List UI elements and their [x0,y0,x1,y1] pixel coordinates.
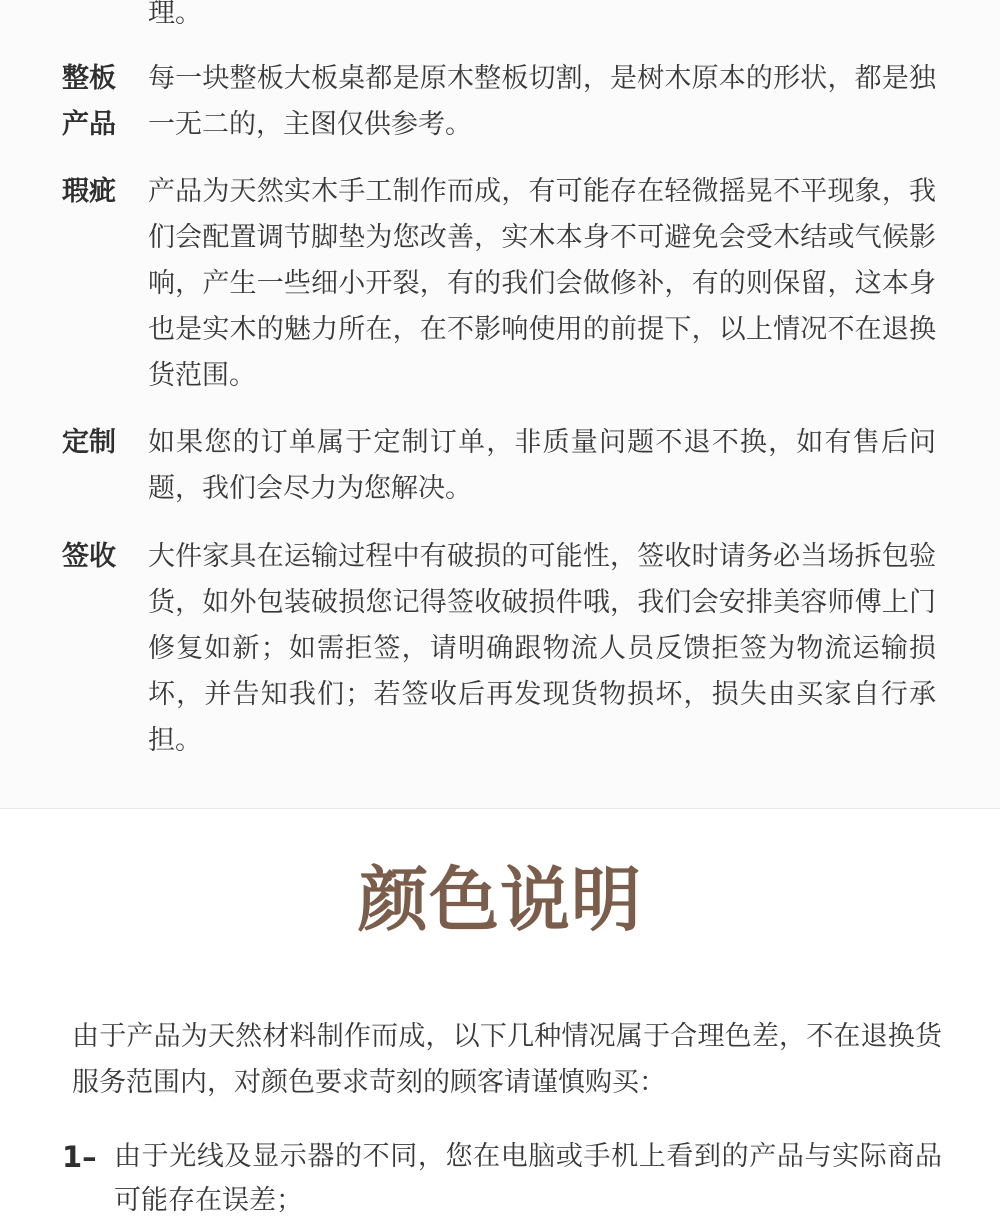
color-note-text: 由于光线及显示器的不同，您在电脑或手机上看到的产品与实际商品可能存在误差； [114,1141,942,1216]
policy-label-custom-order: 定制 [62,427,116,458]
color-note-item [62,1135,942,1223]
policy-label-defects: 瑕疵 [62,176,116,207]
policy-custom-order [62,420,942,512]
policy-defects [62,169,942,399]
policy-solid-slab [62,56,942,148]
policy-label-solid-slab: 整板 产品 [62,63,116,140]
color-section-intro: 由于产品为天然材料制作而成，以下几种情况属于合理色差，不在退换货服务范围内，对颜色要求苛刻的顾客请谨慎购买： [72,1021,942,1098]
color-note-number: 1– [62,1140,97,1174]
policy-text-defects: 产品为天然实木手工制作而成，有可能存在轻微摇晃不平现象，我们会配置调节脚垫为您改善，实木本身不可避免会受木结或气候影响，产生一些细小开裂，有的我们会做修补，有的则保留，这本身也是实木的魅力所在，在不影响使用的前提下，以上情况不在退换货范围。 [148,176,936,391]
policy-text-fragment: 理。 [148,0,202,29]
policy-text-delivery-signing: 大件家具在运输过程中有破损的可能性，签收时请务必当场拆包验货，如外包装破损您记得签收破损件哦，我们会安排美容师傅上门修复如新；如需拒签，请明确跟物流人员反馈拒签为物流运输损坏，并告知我们；若签收后再发现货物损坏，损失由买家自行承担。 [148,541,936,756]
policy-label-delivery-signing: 签收 [62,541,116,572]
policy-text-solid-slab: 每一块整板大板桌都是原木整板切割，是树木原本的形状，都是独一无二的，主图仅供参考。 [148,63,936,140]
color-section-title: 颜色说明 [358,859,642,941]
policy-text-custom-order: 如果您的订单属于定制订单，非质量问题不退不换，如有售后问题，我们会尽力为您解决。 [148,427,936,504]
policy-delivery-signing [62,534,942,764]
